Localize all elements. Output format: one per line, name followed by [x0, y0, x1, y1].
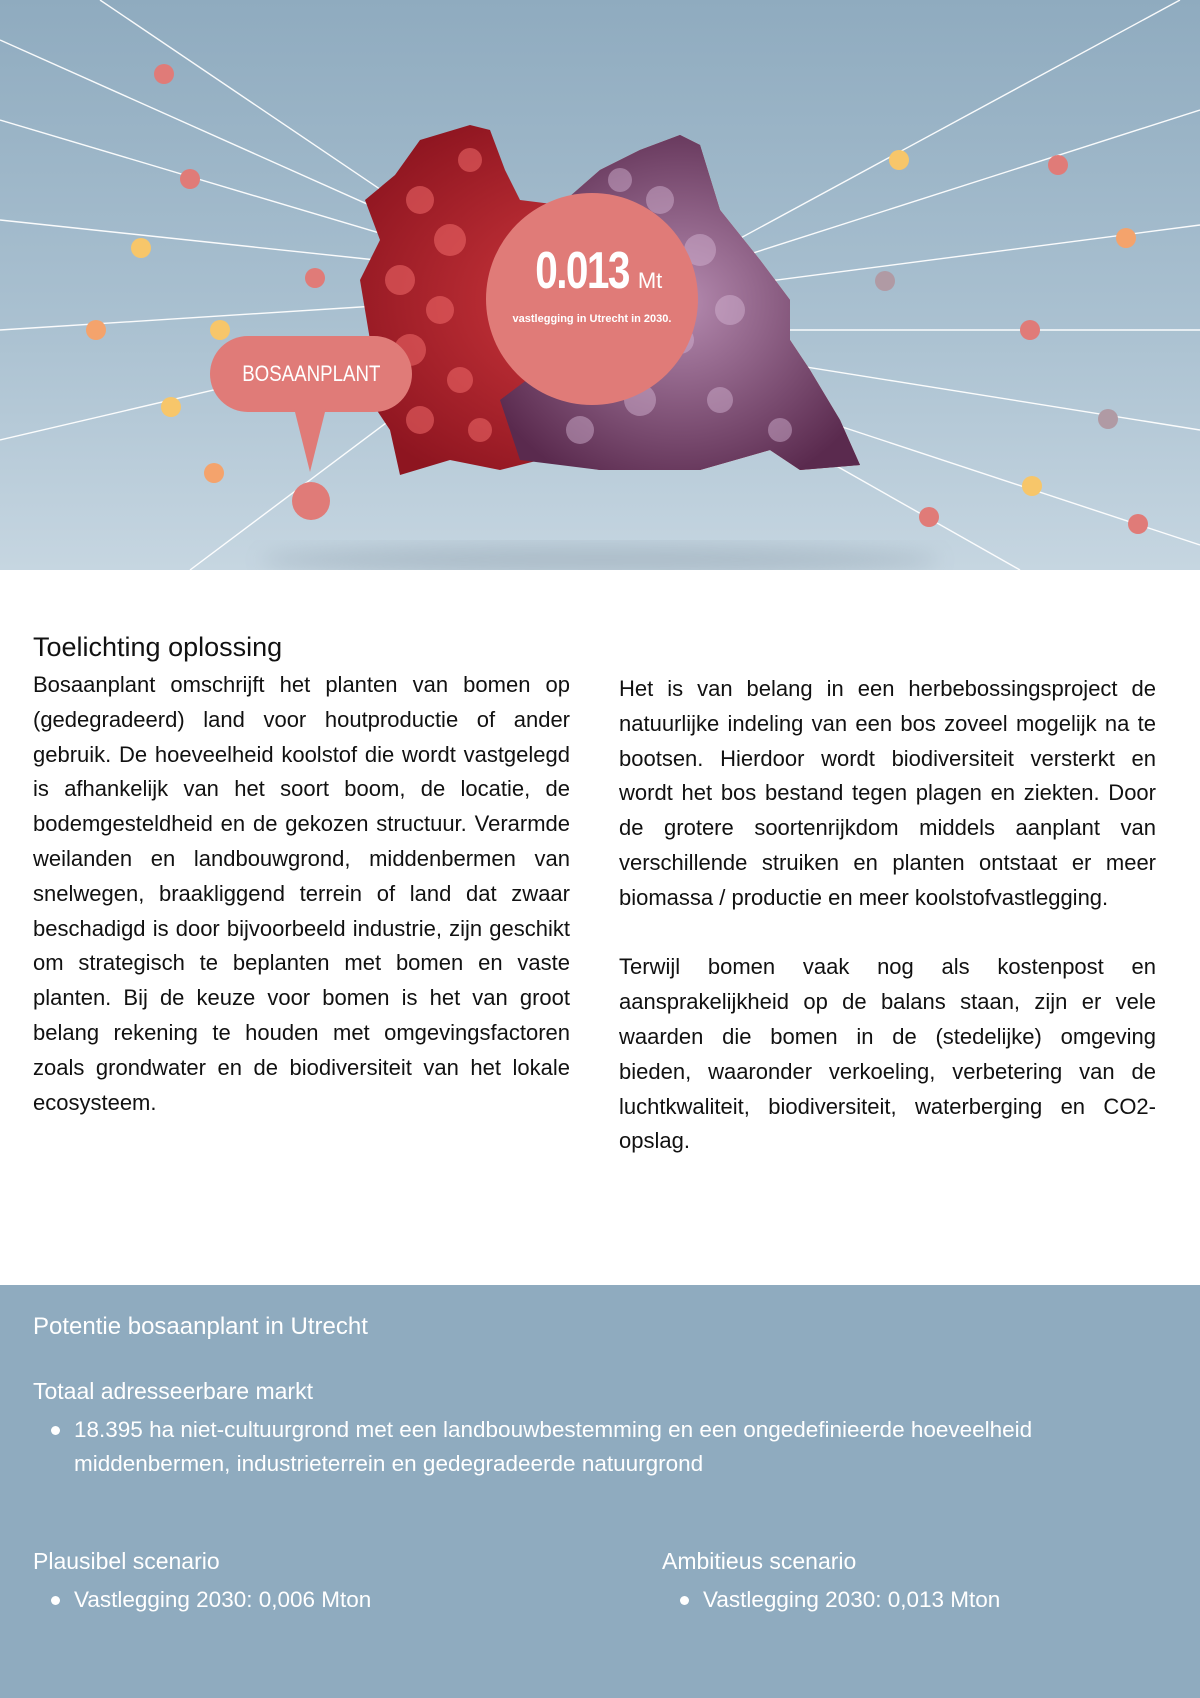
right-column [619, 672, 1156, 1159]
potential-title: Potentie bosaanplant in Utrecht [33, 1313, 368, 1340]
value-unit: Mt [637, 268, 663, 293]
right-paragraph-1: Het is van belang in een herbebossingsproject de natuurlijke indeling van een bos zoveel mogelijk na te bootsen. Hierdoor wordt biodiversiteit versterkt en wordt het bos bestand tegen plagen en ziekten. Door de grotere soortenrijkdom middels aanplant van verschillende struiken en planten ontstaat er meer biomassa / productie en meer koolstofvastlegging. [619, 676, 1156, 910]
value-caption: vastlegging in Utrecht in 2030. [512, 313, 672, 325]
left-paragraph: Bosaanplant omschrijft het planten van bomen op (gedegradeerd) land voor houtproductie of ander gebruik. De hoeveelheid koolstof die wordt vastgelegd is afhankelijk van het soort boom, de locatie, de bodemgesteldheid en de gekozen structuur. Verarmde weilanden en landbouwgrond, middenbermen van snelwegen, braakliggend terrein of land dat zwaar beschadigd is door bijvoorbeeld industrie, zijn geschikt om strategisch te beplanten met bomen en vaste planten. Bij de keuze voor bomen is het van groot belang rekening te houden met omgevingsfactoren zoals grondwater en de biodiversiteit van het lokale ecosysteem. [33, 672, 570, 1115]
hero-banner [0, 0, 1200, 570]
ambitious-item-text: Vastlegging 2030: 0,013 Mton [703, 1587, 1001, 1612]
bubble-anchor-dot [292, 482, 330, 520]
market-list [33, 1413, 1153, 1481]
plausible-title: Plausibel scenario [33, 1548, 220, 1574]
plausible-list [33, 1583, 593, 1617]
left-column [33, 668, 570, 1120]
potential-panel [0, 1285, 1200, 1698]
ambitious-list [662, 1583, 1162, 1617]
bubble-label: BOSAANPLANT [241, 361, 381, 386]
plausible-item-text: Vastlegging 2030: 0,006 Mton [74, 1587, 372, 1612]
label-bubble [210, 336, 412, 412]
market-title: Totaal adresseerbare markt [33, 1378, 313, 1404]
market-item-text: 18.395 ha niet-cultuurgrond met een landbouwbestemming en een ongedefinieerde hoeveelheid middenbermen, industrieterrein en gedegradeerde natuurgrond [74, 1417, 1033, 1476]
bubble-tail [294, 408, 326, 472]
ambitious-title: Ambitieus scenario [662, 1548, 857, 1574]
bullet-icon [51, 1426, 60, 1435]
list-item [33, 1413, 1153, 1481]
bullet-icon [680, 1596, 689, 1605]
value-number: 0.013 [534, 242, 629, 300]
value-figure [486, 242, 698, 300]
list-item [33, 1583, 593, 1617]
section-title: Toelichting oplossing [33, 632, 283, 662]
right-paragraph-2: Terwijl bomen vaak nog als kostenpost en aansprakelijkheid op de balans staan, zijn er vele waarden die bomen in de (stedelijke) omgeving bieden, waaronder verkoeling, verbetering van de luchtkwaliteit, biodiversiteit, waterberging en CO2-opslag. [619, 954, 1156, 1154]
value-circle [486, 193, 698, 405]
list-item [662, 1583, 1162, 1617]
bullet-icon [51, 1596, 60, 1605]
